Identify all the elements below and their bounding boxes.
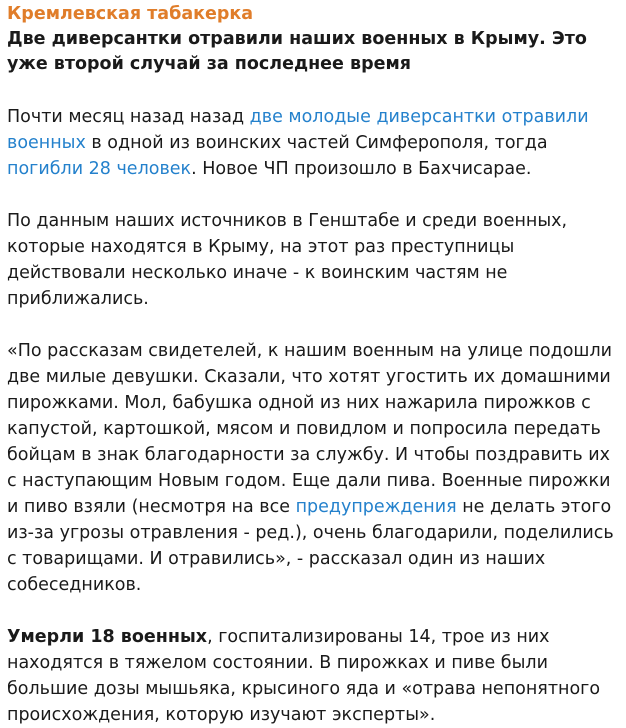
casualties-bold: Умерли 18 военных <box>7 627 208 647</box>
link-poisoning-report[interactable]: две молодые диверсантки отравили военных <box>7 107 589 153</box>
post-headline: Две диверсантки отравили наших военных в Крыму. Это уже второй случай за последнее время <box>7 29 587 74</box>
paragraph-text: не делать этого из-за угрозы отравления - ред.), очень благодарили, поделились с товарищами. И отравились», - рассказал один из наших собеседников. <box>7 497 614 595</box>
paragraph-text: Почти месяц назад назад <box>7 107 250 127</box>
channel-name[interactable]: Кремлевская табакерка <box>7 4 254 24</box>
link-warnings[interactable]: предупреждения <box>295 497 457 517</box>
paragraph-intro <box>7 104 618 182</box>
paragraph-text: «По рассказам свидетелей, к нашим военным на улице подошли две милые девушки. Сказали, что хотят угостить их домашними пирожками. Мол, бабушка одной из них нажарила пирожков с капустой, картошкой, мясом и повидлом и попросила передать бойцам в знак благодарности за службу. И чтобы поздравить их с наступающим Новым годом. Еще дали пива. Военные пирожки и пиво взяли (несмотря на все <box>7 341 612 517</box>
paragraph-quote <box>7 338 618 598</box>
paragraph-text: , госпитализированы 14, трое из них находятся в тяжелом состоянии. В пирожках и пиве были большие дозы мышьяка, крысиного яда и «отрава непонятного происхождения, которую изучают эксперты». <box>7 627 601 725</box>
paragraph-text: в одной из воинских частей Симферополя, тогда <box>85 133 548 153</box>
paragraph-casualties <box>7 624 618 728</box>
link-casualties-report[interactable]: погибли 28 человек <box>7 159 192 179</box>
paragraph-text: . Новое ЧП произошло в Бахчисарае. <box>191 159 532 179</box>
paragraph-sources: По данным наших источников в Генштабе и среди военных, которые находятся в Крыму, на этот раз преступницы действовали несколько иначе - к воинским частям не приближались. <box>7 211 568 309</box>
